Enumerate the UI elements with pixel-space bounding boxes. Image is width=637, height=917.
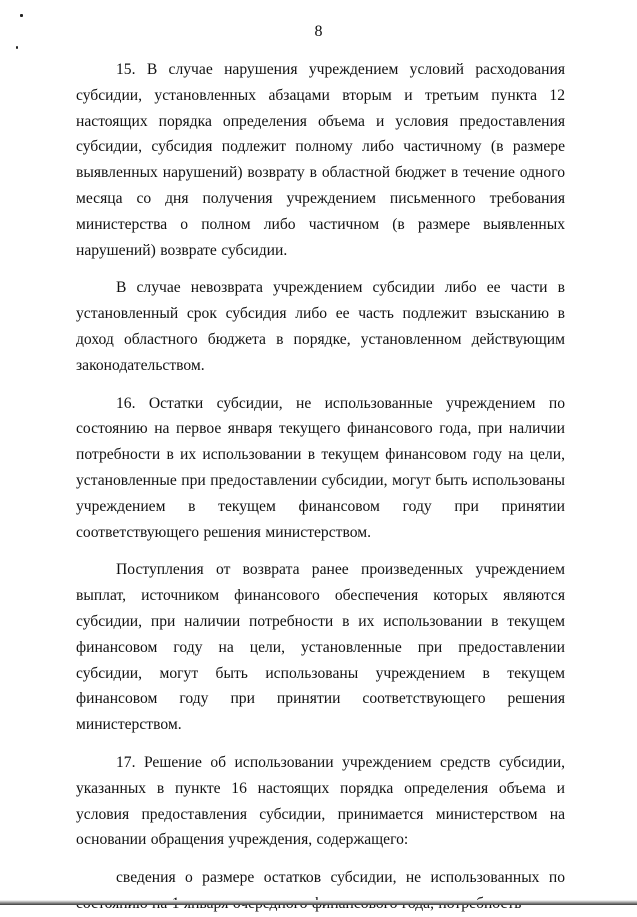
paragraph-recovery: В случае невозврата учреждением субсидии либо ее части в установленный срок субсидия либо ее часть подлежит взысканию в доход областного бюджета в порядке, установленном действующим законодательством. [76,279,565,374]
paragraph-item-16: 16. Остатки субсидии, не использованные учреждением по состоянию на первое января текущего финансового года, при наличии потребности в их использовании в текущем финансовом году на цели, установленные при предоставлении субсидии, могут быть использованы учреждением в текущем финансовом году при принятии соответствующего решения министерством. [76,394,565,541]
scan-speck [16,46,18,49]
scan-bottom-edge [0,900,637,905]
paragraph-item-17: 17. Решение об использовании учреждением средств субсидии, указанных в пункте 16 настоящих порядка определения объема и условия предоставления субсидии, принимается министерством на основании обращения учреждения, содержащего: [76,753,565,849]
paragraph-item-15: 15. В случае нарушения учреждением условий расходования субсидии, установленных абзацами вторым и третьим пункта 12 настоящих порядка определения объема и условия предоставления субсидии, субсидия подлежит полному либо частичному (в размере выявленных нарушений) возврату в областной бюджет в течение одного месяца со дня получения учреждением письменного требования министерства о полном либо частичном (в размере выявленных нарушений) возврате субсидии. [76,61,565,259]
paragraph-refund-receipts: Поступления от возврата ранее произведенных учреждением выплат, источником финансового обеспечения которых являются субсидии, при наличии потребности в их использовании в текущем финансовом году на цели, установленные при предоставлении субсидии, могут быть использованы учреждением в текущем финансовом году при принятии соответствующего решения министерством. [76,561,565,734]
scan-speck [20,14,23,17]
page-number: 8 [314,23,323,40]
document-body [76,57,565,917]
paragraph-balance-info: сведения о размере остатков субсидии, не использованных по [116,869,565,887]
